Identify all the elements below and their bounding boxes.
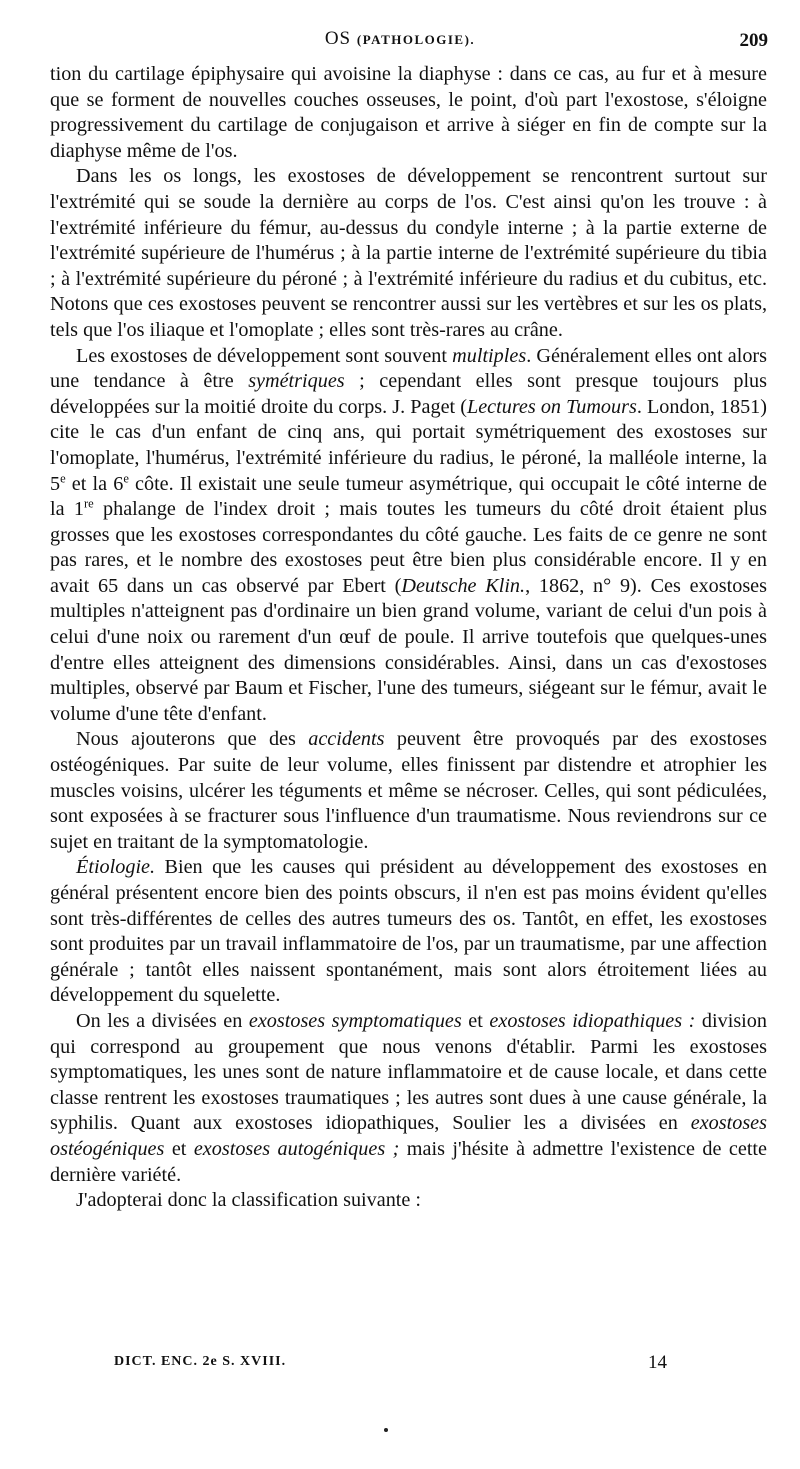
page-number: 209 [739, 30, 768, 51]
text-run: ; cependant elles sont presque toujours plus développées sur la moitié droite du corps. J. Paget ( [50, 370, 768, 418]
text-run: Étiologie. [76, 856, 156, 879]
paragraph-1 [50, 62, 767, 164]
text-run: e [123, 470, 129, 485]
text-run: et la 6 [65, 472, 124, 495]
page-footer [0, 1354, 800, 1384]
text-run: Lectures on Tumours [466, 395, 637, 418]
paragraph-7 [50, 1188, 767, 1214]
paragraph-3 [50, 344, 767, 728]
print-speck [384, 1428, 388, 1432]
text-run: re [83, 496, 94, 511]
text-run: tion du cartilage épiphysaire qui avoisine la diaphyse : dans ce cas, au fur et à mesure que se forment de nouvelles couches osseuses, le point, d'où part l'exostose, s'éloigne progressivement du cartilage de conjugaison et arrive à siéger en fin de compte sur la diaphyse même de l'os. [50, 63, 767, 162]
text-run: division qui correspond au groupement que nous venons d'établir. Parmi les exostoses symptomatiques, les unes sont de nature inflammatoire et de cause locale, et dans cette classe rentrent les exostoses traumatiques ; les autres sont dues à une cause générale, la syphilis. Quant aux exostoses idiopathiques, Soulier les a divisées en [50, 1009, 767, 1135]
text-run: symétriques [248, 370, 345, 393]
text-run: Dans les os longs, les exostoses de développement se rencontrent surtout sur l'extrémité qui se soude la dernière au corps de l'os. C'est ainsi qu'on les trouve : à l'extrémité inférieure du fémur, au-dessus du condyle interne ; à la partie externe de l'extrémité supérieure de l'humérus ; à la partie interne de l'extrémité supérieure du tibia ; à l'extrémité supérieure du péroné ; à l'extrémité inférieure du radius et du cubitus, etc. Notons que ces exostoses peuvent se rencontrer aussi sur les vertèbres et sur les os plats, tels que l'os iliaque et l'omoplate ; elles sont très-rares au crâne. [50, 165, 767, 341]
text-run: exostoses idiopathiques : [489, 1009, 696, 1032]
text-run: On les a divisées en [76, 1009, 249, 1032]
text-run: J'adopterai donc la classification suivante : [76, 1189, 422, 1212]
text-run: . London, 1851) cite le cas d'un enfant de cinq ans, qui portait symétriquement des exostoses sur l'omoplate, l'humérus, l'extrémité inférieure du radius, le péroné, la malléole interne, la 5 [50, 395, 767, 495]
text-run: exostoses ostéogéniques [50, 1112, 767, 1160]
paragraph-4 [50, 727, 767, 855]
text-run: et [164, 1137, 194, 1160]
text-run: e [60, 470, 66, 485]
text-run: , 1862, n° 9). Ces exostoses multiples n'atteignent pas d'ordinaire un bien grand volume, variant de celui d'un pois à celui d'une noix ou rarement d'un œuf de poule. Il arrive toutefois que quelques-unes d'entre elles atteignent des dimensions considérables. Ainsi, dans un cas d'exostoses multiples, observé par Baum et Fischer, l'une des tumeurs, siégeant sur le fémur, avait le volume d'une tête d'enfant. [50, 574, 767, 725]
text-run: mais j'hésite à admettre l'existence de cette dernière variété. [50, 1137, 767, 1186]
running-title [0, 28, 800, 50]
paragraph-6 [50, 1009, 767, 1188]
paragraph-2 [50, 164, 767, 343]
running-title-subtitle: (PATHOLOGIE). [356, 32, 476, 47]
text-run: et [461, 1009, 490, 1032]
text-run: accidents [308, 728, 385, 751]
text-run: Deutsche Klin. [401, 574, 526, 597]
text-run: Bien que les causes qui président au développement des exostoses en général présentent encore bien des points obscurs, il n'en est pas moins évident qu'elles sont très-différentes de celles des autres tumeurs des os. Tantôt, en effet, les exostoses sont produites par un travail inflammatoire de l'os, par un traumatisme, par une affection générale ; tantôt elles naissent spontanément, mais sont alors étroitement liées au développement du squelette. [50, 856, 767, 1007]
text-run: phalange de l'index droit ; mais toutes les tumeurs du côté droit étaient plus grosses que les exostoses correspondantes du côté gauche. Les faits de ce genre ne sont pas rares, et le nombre des exostoses peut être bien plus considérable encore. Il y en avait 65 dans un cas observé par Ebert ( [50, 498, 768, 597]
body-text [50, 62, 767, 1214]
text-run: exostoses autogéniques ; [193, 1137, 400, 1160]
printer-signature: DICT. ENC. 2e S. XVIII. [114, 1354, 287, 1369]
text-run: multiples [452, 344, 527, 367]
text-run: exostoses symptomatiques [248, 1009, 462, 1032]
running-title-main: OS [324, 28, 352, 49]
text-run: côte. Il existait une seule tumeur asymétrique, qui occupait le côté interne de la 1 [50, 472, 767, 521]
signature-number: 14 [648, 1352, 667, 1373]
text-run: peuvent être provoqués par des exostoses ostéogéniques. Par suite de leur volume, elles finissent par distendre et atrophier les muscles voisins, ulcérer les téguments et même se nécroser. Celles, qui sont pédiculées, sont exposées à se fracturer sous l'influence d'un traumatisme. Nous reviendrons sur ce sujet en traitant de la symptomatologie. [50, 728, 767, 853]
text-run: Les exostoses de développement sont souvent [76, 344, 453, 367]
text-run: . Généralement elles ont alors une tendance à être [50, 344, 768, 393]
text-run: Nous ajouterons que des [76, 728, 309, 751]
paragraph-5 [50, 855, 767, 1009]
page-header [0, 28, 800, 58]
